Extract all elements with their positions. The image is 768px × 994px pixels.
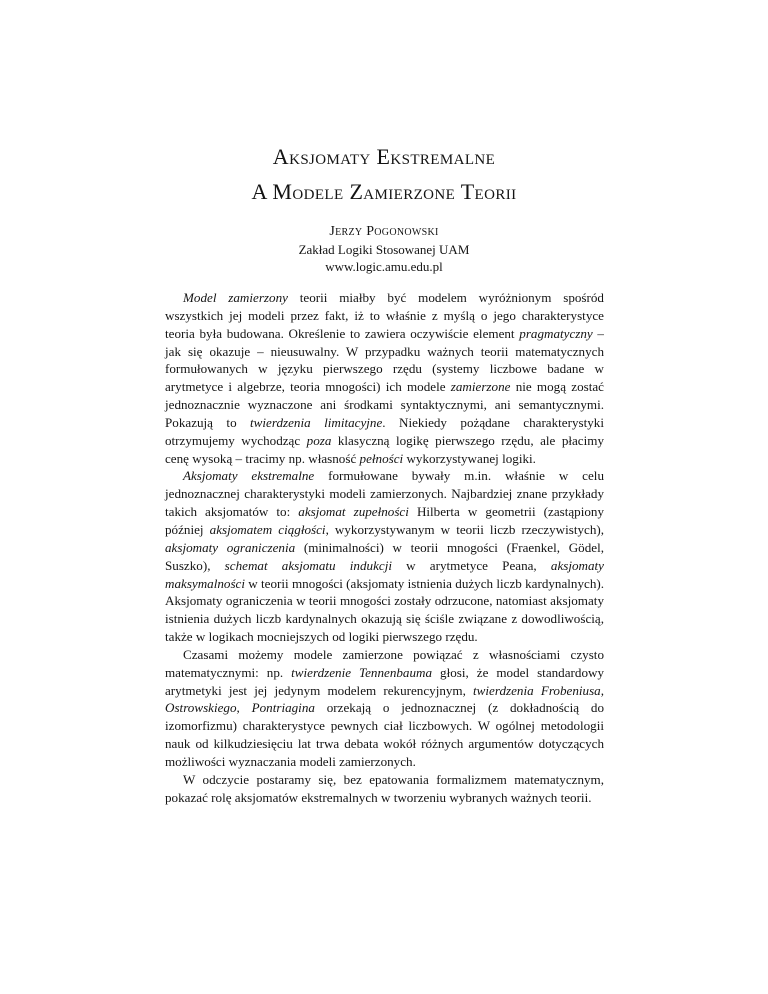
emphasized-term: aksjomaty maksymalności (165, 557, 604, 591)
text-run: głosi, że model standardowy arytmetyki jest jej jedynym modelem rekurencyjnym, (165, 664, 604, 698)
emphasized-term: twierdzenie Tennenbauma (291, 664, 433, 680)
text-run: Hilberta w geometrii (zastąpiony później (165, 504, 604, 537)
abstract-paragraph-4 (165, 771, 604, 807)
emphasized-term: pełności (359, 450, 404, 466)
abstract-paragraph-1 (165, 289, 604, 467)
title-line-2: A Modele Zamierzone Teorii (251, 179, 517, 204)
title-line-1: Aksjomaty Ekstremalne (272, 144, 496, 169)
text-run: nie mogą zostać jednoznacznie wyznaczone ani środkami syntaktycznymi, ani semantycznymi. Pokazują to (165, 379, 604, 430)
text-run: (minimalności) w teorii mnogości (Fraenkel, Gödel, Suszko), (165, 539, 604, 573)
text-run: w arytmetyce Peana, (391, 557, 551, 573)
text-run: klasyczną logikę pierwszego rzędu, ale płacimy cenę wysoką – tracimy np. własność (165, 432, 604, 466)
emphasized-term: schemat aksjomatu indukcji (224, 557, 392, 573)
emphasized-term: aksjomaty ograniczenia (165, 539, 296, 555)
emphasized-term: Model zamierzony (183, 290, 288, 305)
emphasized-term: aksjomat zupełności (298, 504, 409, 520)
author-affiliation: Zakład Logiki Stosowanej UAM (298, 242, 470, 257)
emphasized-term: twierdzenia limitacyjne (250, 414, 383, 430)
emphasized-term: pragmatyczny (519, 325, 593, 341)
author-website: www.logic.amu.edu.pl (325, 259, 443, 274)
text-run: formułowane bywały m.in. właśnie w celu jednoznacznej charakterystyki modeli zamierzonych. Najbardziej znane przykłady takich aksjomatów to: (165, 468, 604, 520)
abstract-paragraph-3 (165, 646, 604, 771)
emphasized-term: Aksjomaty ekstremalne (183, 468, 315, 484)
abstract (165, 289, 604, 806)
text-run: . Niekiedy pożądane charakterystyki otrzymujemy wychodząc (165, 414, 604, 448)
abstract-paragraph-2 (165, 467, 604, 645)
emphasized-term: twierdzenia Frobeniusa, Ostrowskiego, Pontriagina (165, 682, 604, 716)
text-run: – jak się okazuje – nieusuwalny. W przypadku ważnych teorii matematycznych formułowanych w języku pierwszego rzędu (systemy liczbowe badane w arytmetyce i algebrze, teoria mnogości) ich modele (165, 325, 604, 395)
text-run: teorii miałby być modelem wyróżnionym spośród wszystkich jej modeli przez fakt, iż to właśnie z myślą o jego charakterystyce teoria była budowana. Określenie to zawiera oczywiście element (165, 290, 604, 341)
text-run: , wykorzystywanym w teorii liczb rzeczywistych), (325, 521, 604, 537)
emphasized-term: zamierzone (450, 379, 511, 395)
text-run: orzekają o jednoznacznej (z dokładnością do izomorfizmu) charakterystyce pewnych ciał liczbowych. W ogólnej metodologii nauk od kilkudziesięciu lat trwa debata wokół różnych argumentów dotyczących możliwości wyznaczania modeli zamierzonych. (165, 700, 604, 769)
text-run: W odczycie postaramy się, bez epatowania formalizmem matematycznym, pokazać rolę aksjomatów ekstremalnych w tworzeniu wybranych ważnych teorii. (165, 771, 604, 805)
author-name: Jerzy Pogonowski (329, 224, 439, 239)
text-run: Czasami możemy modele zamierzone powiązać z własnościami czysto matematycznymi: np. (165, 646, 604, 680)
text-run: w teorii mnogości (aksjomaty istnienia dużych liczb kardynalnych). Aksjomaty ograniczenia w teorii mnogości zostały odrzucone, natomiast aksjomaty istnienia dużych liczb kardynalnych okazują się ściśle związane z dowodliwością, także w logikach mocniejszych od logiki pierwszego rzędu. (165, 575, 604, 645)
emphasized-term: aksjomatem ciągłości (209, 521, 326, 537)
emphasized-term: poza (306, 432, 332, 448)
text-run: wykorzystywanej logiki. (403, 450, 536, 466)
